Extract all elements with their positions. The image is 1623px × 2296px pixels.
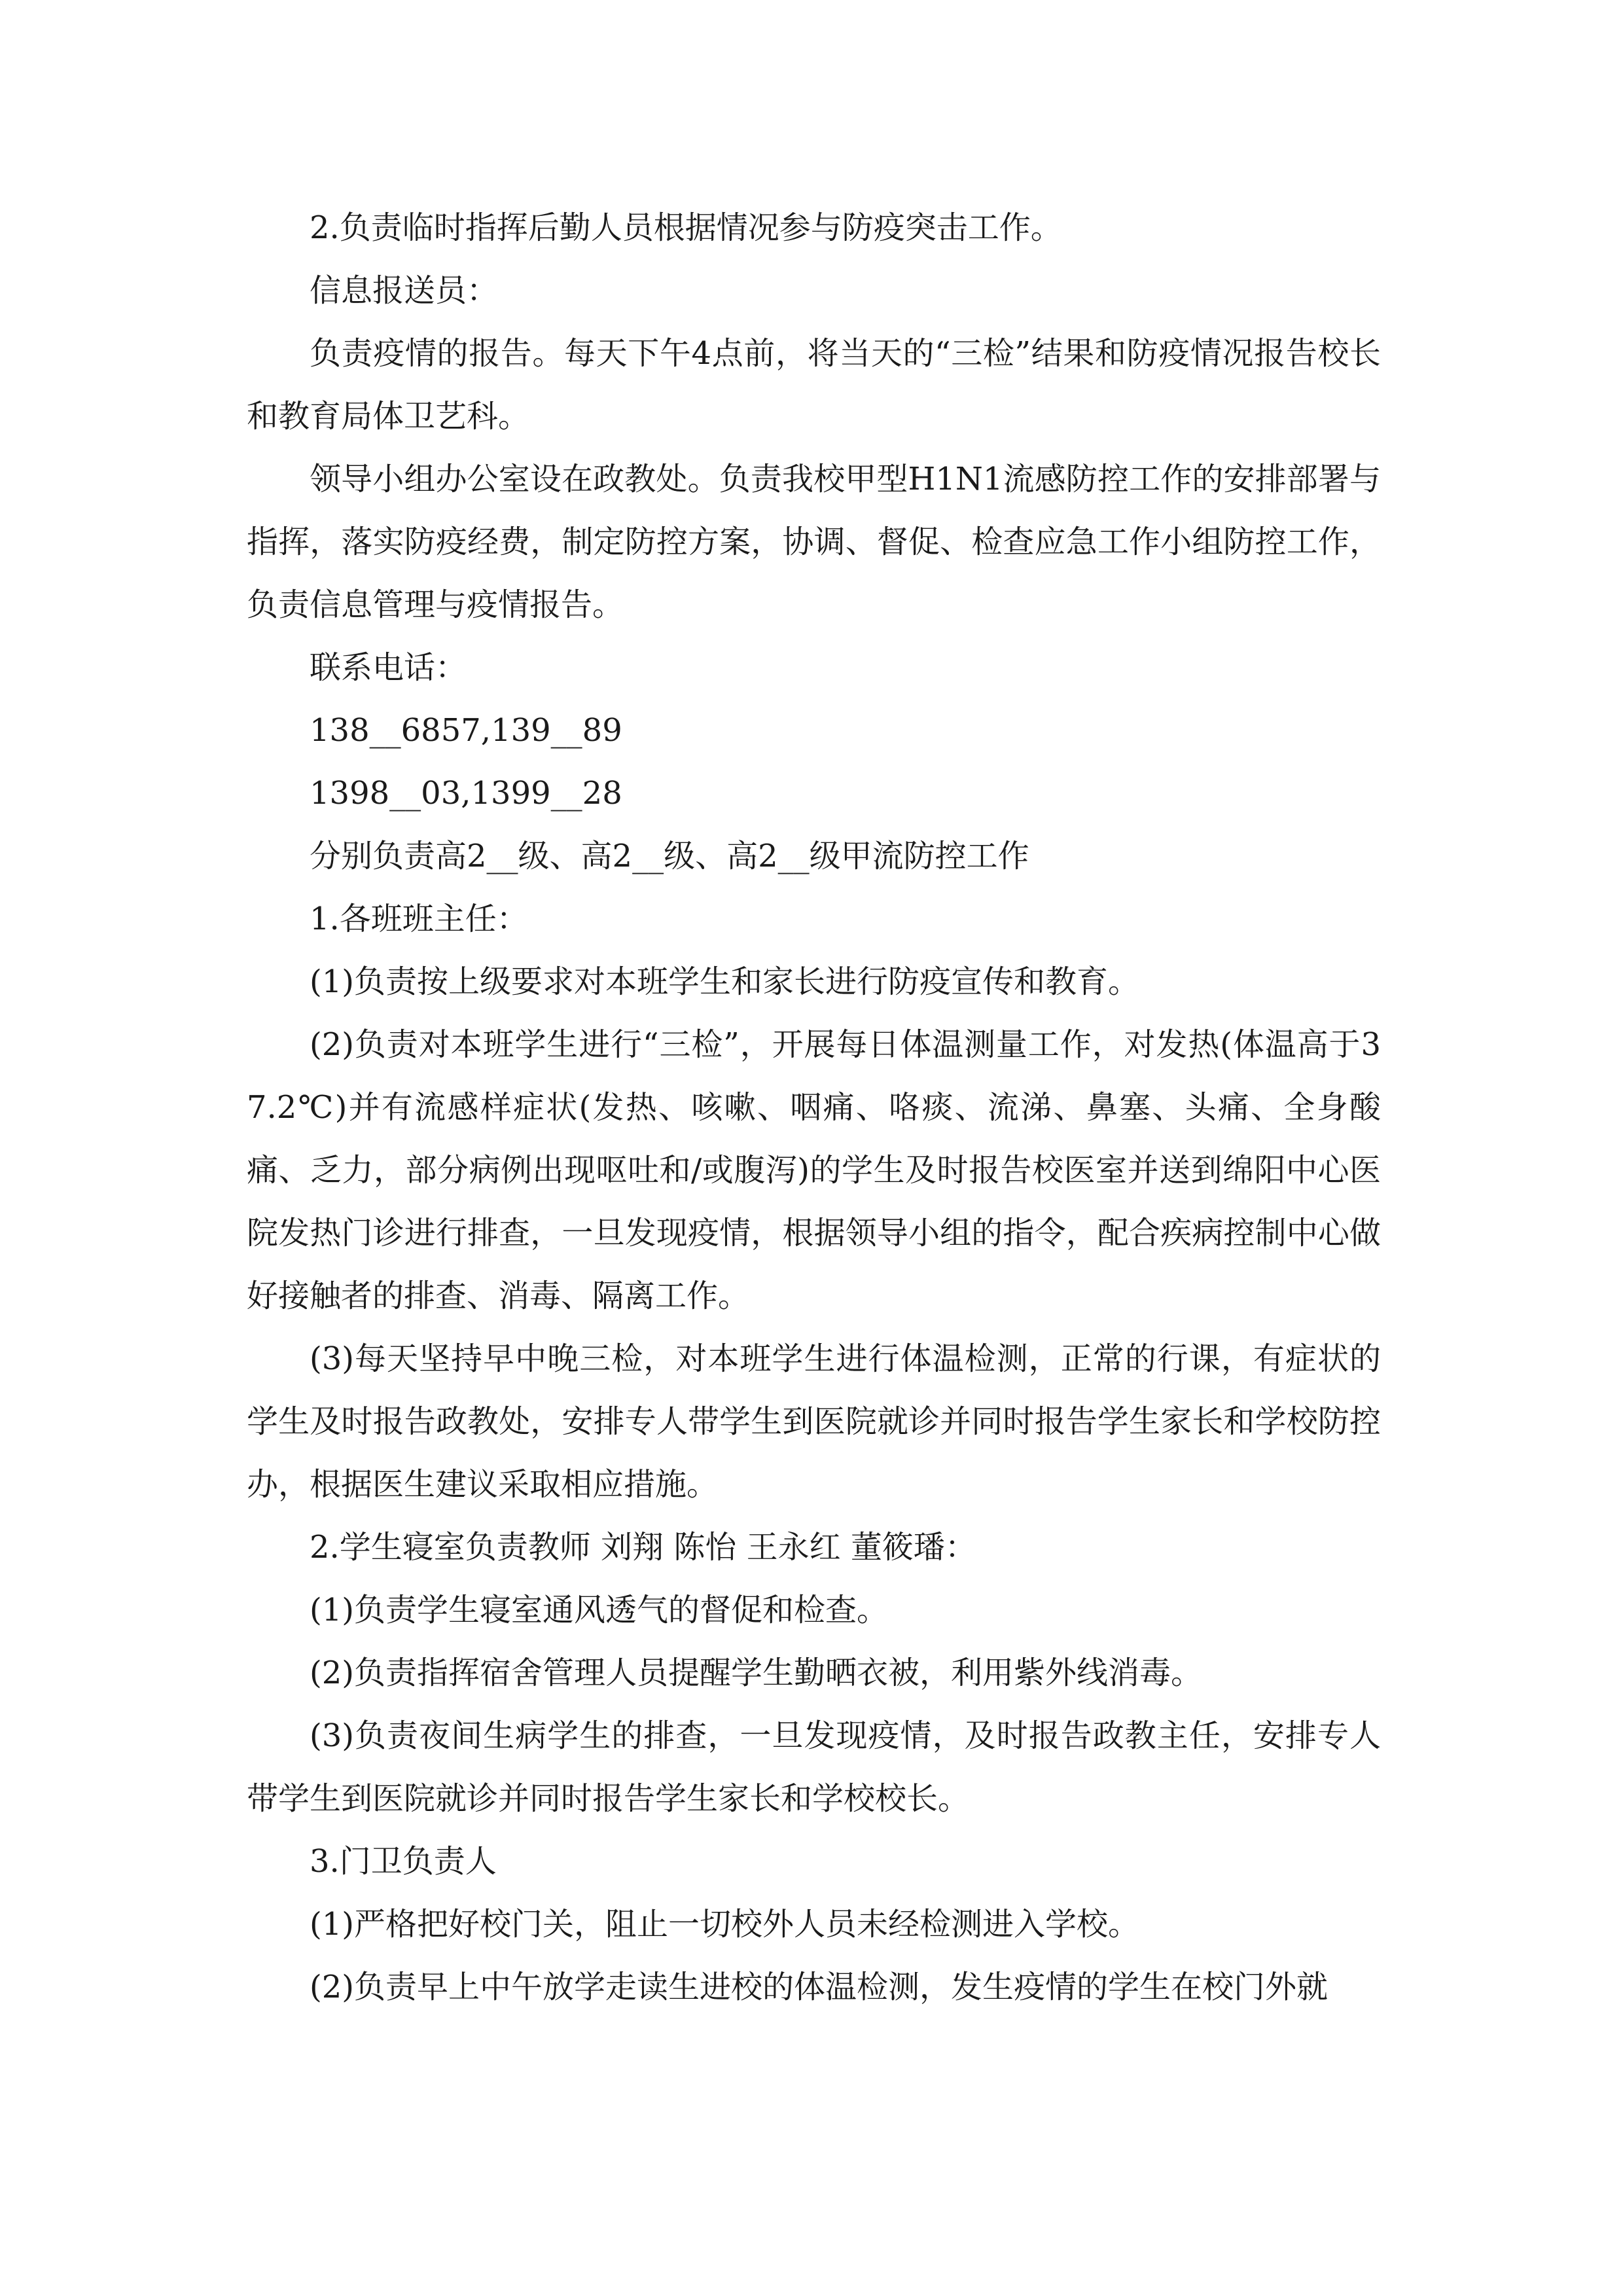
list-item: (2)负责对本班学生进行“三检”，开展每日体温测量工作，对发热(体温高于37.2℃)并有流感样症状(发热、咳嗽、咽痛、咯痰、流涕、鼻塞、头痛、全身酸痛、乏力，部分病例出现呕吐和/或腹泻)的学生及时报告校医室并送到绵阳中心医院发热门诊进行排查，一旦发现疫情，根据领导小组的指令，配合疾病控制中心做好接触者的排查、消毒、隔离工作。 — [247, 1026, 1381, 1314]
list-item: (1)负责按上级要求对本班学生和家长进行防疫宣传和教育。 — [310, 963, 1139, 1000]
section-heading: 1.各班班主任： — [310, 901, 528, 937]
paragraph: 信息报送员： — [310, 272, 499, 309]
paragraph: 分别负责高2__级、高2__级、高2__级甲流防控工作 — [310, 838, 1029, 874]
section-heading: 2.学生寝室负责教师 刘翔 陈怡 王永红 董筱璠： — [310, 1529, 976, 1566]
list-item: (3)每天坚持早中晚三检，对本班学生进行体温检测，正常的行课，有症状的学生及时报告政教处，安排专人带学生到医院就诊并同时报告学生家长和学校防控办，根据医生建议采取相应措施。 — [247, 1340, 1381, 1503]
paragraph: 领导小组办公室设在政教处。负责我校甲型H1N1流感防控工作的安排部署与指挥，落实防疫经费，制定防控方案，协调、督促、检查应急工作小组防控工作，负责信息管理与疫情报告。 — [247, 461, 1381, 623]
document-body — [247, 196, 1381, 2018]
paragraph: 联系电话： — [310, 649, 467, 686]
phone-numbers-line: 138__6857,139__89 — [310, 712, 622, 749]
list-item: (2)负责早上中午放学走读生进校的体温检测，发生疫情的学生在校门外就 — [310, 1969, 1328, 2005]
list-item: (3)负责夜间生病学生的排查，一旦发现疫情，及时报告政教主任，安排专人带学生到医院就诊并同时报告学生家长和学校校长。 — [247, 1717, 1381, 1817]
paragraph: 2.负责临时指挥后勤人员根据情况参与防疫突击工作。 — [310, 209, 1062, 246]
section-heading: 3.门卫负责人 — [310, 1843, 497, 1880]
list-item: (1)严格把好校门关，阻止一切校外人员未经检测进入学校。 — [310, 1906, 1139, 1943]
paragraph: 负责疫情的报告。每天下午4点前，将当天的“三检”结果和防疫情况报告校长和教育局体卫艺科。 — [247, 335, 1381, 435]
phone-numbers-line: 1398__03,1399__28 — [310, 775, 622, 812]
list-item: (1)负责学生寝室通风透气的督促和检查。 — [310, 1592, 888, 1628]
list-item: (2)负责指挥宿舍管理人员提醒学生勤晒衣被，利用紫外线消毒。 — [310, 1655, 1202, 1691]
